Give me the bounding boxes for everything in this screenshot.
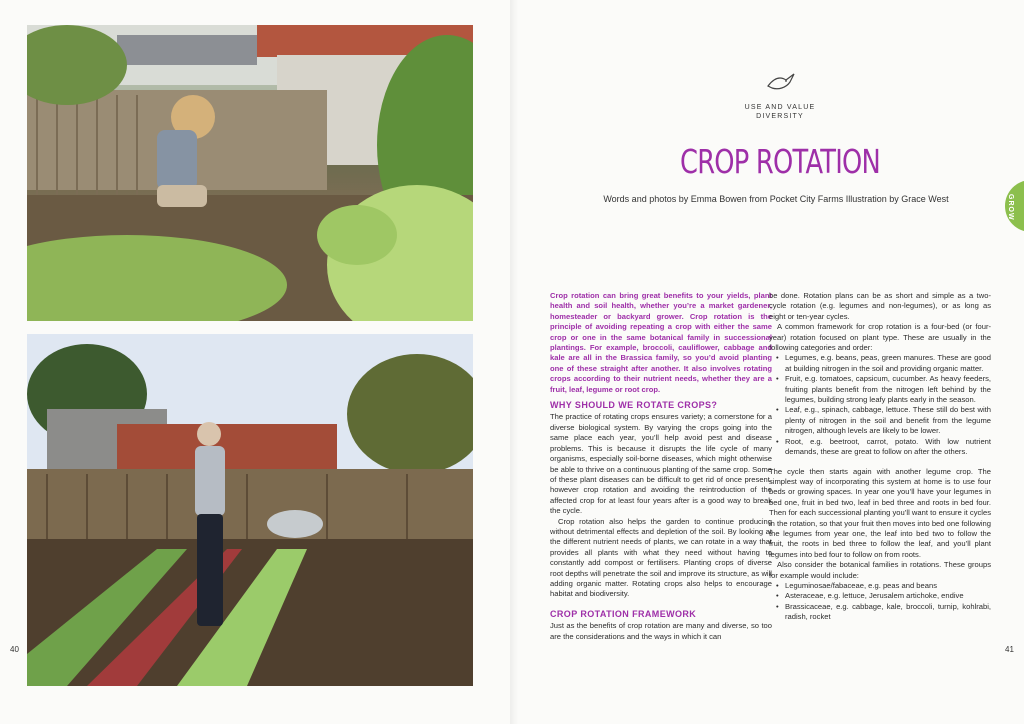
- section-tag-line-1: USE AND VALUE: [744, 104, 816, 111]
- photo-gardener-harvesting: [27, 25, 473, 321]
- intro-paragraph: Crop rotation can bring great benefits to your yields, plant health and soil health, whether you’re a market gardener, homesteader or backyard grower. Crop rotation is the principle of avoiding repeating a crop with either the same crop or one in the same botanical family in successional plantings. For example, broccoli, cauliflower, cabbage and kale are all in the Brassica family, so you’d avoid planting one of these straight after another. It also involves rotating crops according to their nutrient needs, whether they are a fruit, leaf, legume or root crop.: [550, 291, 772, 394]
- photo-2-illustration: [27, 334, 473, 686]
- category-list: [769, 353, 991, 457]
- list-item: • Fruit, e.g. tomatoes, capsicum, cucumber. As heavy feeders, fruiting plants benefit from the nitrogen left behind by the legumes, building strong leafy plants early in the season.: [785, 374, 991, 405]
- article-title: CROP ROTATION: [680, 142, 880, 181]
- text-column-2: [769, 291, 991, 623]
- article-credits: Words and photos by Emma Bowen from Pocket City Farms Illustration by Grace West: [603, 194, 949, 204]
- text-column-1: [550, 291, 772, 642]
- photo-1-illustration: [27, 25, 473, 321]
- section-side-tab: [1005, 180, 1024, 232]
- heading-why-rotate: WHY SHOULD WE ROTATE CROPS?: [550, 400, 718, 411]
- list-item: • Legumes, e.g. beans, peas, green manures. These are good at building nitrogen in the soil and providing organic matter.: [785, 353, 991, 374]
- why-paragraph-1: The practice of rotating crops ensures variety; a cornerstone for a diverse biological system. By varying the crops going into the same place each year, you’ll help avoid pest and disease problems. This is because it disrupts the life cycle of many organisms, especially soil-borne diseases, which might otherwise be able to thrive on a continuous planting of the same crop. Some of these plant diseases can be difficult to get rid of once present, however crop rotation and avoiding the reintroduction of the affected crop for at least four years after is a good way to break the cycle.: [550, 412, 772, 516]
- right-page-number: 41: [1005, 645, 1014, 654]
- heading-framework: CROP ROTATION FRAMEWORK: [550, 608, 697, 619]
- framework-paragraph-1: Just as the benefits of crop rotation are many and diverse, so too are the considerations and the ways in which it can: [550, 621, 772, 641]
- list-item: • Leaf, e.g., spinach, cabbage, lettuce. These still do best with plenty of nitrogen in the soil and benefit from the legume nitrogen, although levels are likely to be lower.: [785, 405, 991, 436]
- list-item: • Asteraceae, e.g. lettuce, Jerusalem artichoke, endive: [785, 591, 991, 601]
- bird-logo-icon: [766, 72, 796, 94]
- section-tag-line-2: DIVERSITY: [756, 113, 804, 120]
- list-item: • Brassicaceae, e.g. cabbage, kale, broccoli, turnip, kohlrabi, radish, rocket: [785, 602, 991, 623]
- section-tag: [700, 103, 860, 121]
- photo-gardener-watering: [27, 334, 473, 686]
- col2-paragraph-4: Also consider the botanical families in rotations. These groups for example would include:: [769, 560, 991, 580]
- side-tab-label: GROW: [1007, 194, 1014, 221]
- col2-paragraph-2: A common framework for crop rotation is a four-bed (or four-year) rotation focused on plant type. These are usually in the following categories and order:: [769, 322, 991, 353]
- list-item: • Leguminosae/fabaceae, e.g. peas and beans: [785, 581, 991, 591]
- list-item: • Root, e.g. beetroot, carrot, potato. With low nutrient demands, these are great to follow on after the others.: [785, 437, 991, 458]
- col2-paragraph-1: be done. Rotation plans can be as short and simple as a two-cycle rotation (e.g. legumes and non-legumes), or as long as eight or ten-year cycles.: [769, 291, 991, 321]
- why-paragraph-2: Crop rotation also helps the garden to continue producing without detrimental effects and depletion of the soil. By looking at the different nutrient needs of plants, we can rotate in a way that provides all plants with what they need without having to constantly add compost or fertilisers. Planting crops of diverse root depths will penetrate the soil and improve its structure, as will adding organic matter. Rotating crops also helps to encourage habitat and biodiversity.: [550, 516, 772, 599]
- col2-paragraph-3: The cycle then starts again with another legume crop. The simplest way of incorporating this system at home is to use four beds or growing spaces. In year one you’ll have your legumes in bed one, fruit in bed two, leaf in bed three and roots in bed four. Then for each successional planting you’ll want to ensure it cycles in the rotation, so that your fruit then moves into bed one following the legumes from year one, the leaf into bed two to follow the fruit, the roots in bed three to follow the leaf, and you’ll plant legumes into bed four to follow on from roots.: [769, 466, 991, 559]
- family-list: [769, 581, 991, 623]
- page-gutter: [510, 0, 518, 724]
- left-page-number: 40: [10, 645, 19, 654]
